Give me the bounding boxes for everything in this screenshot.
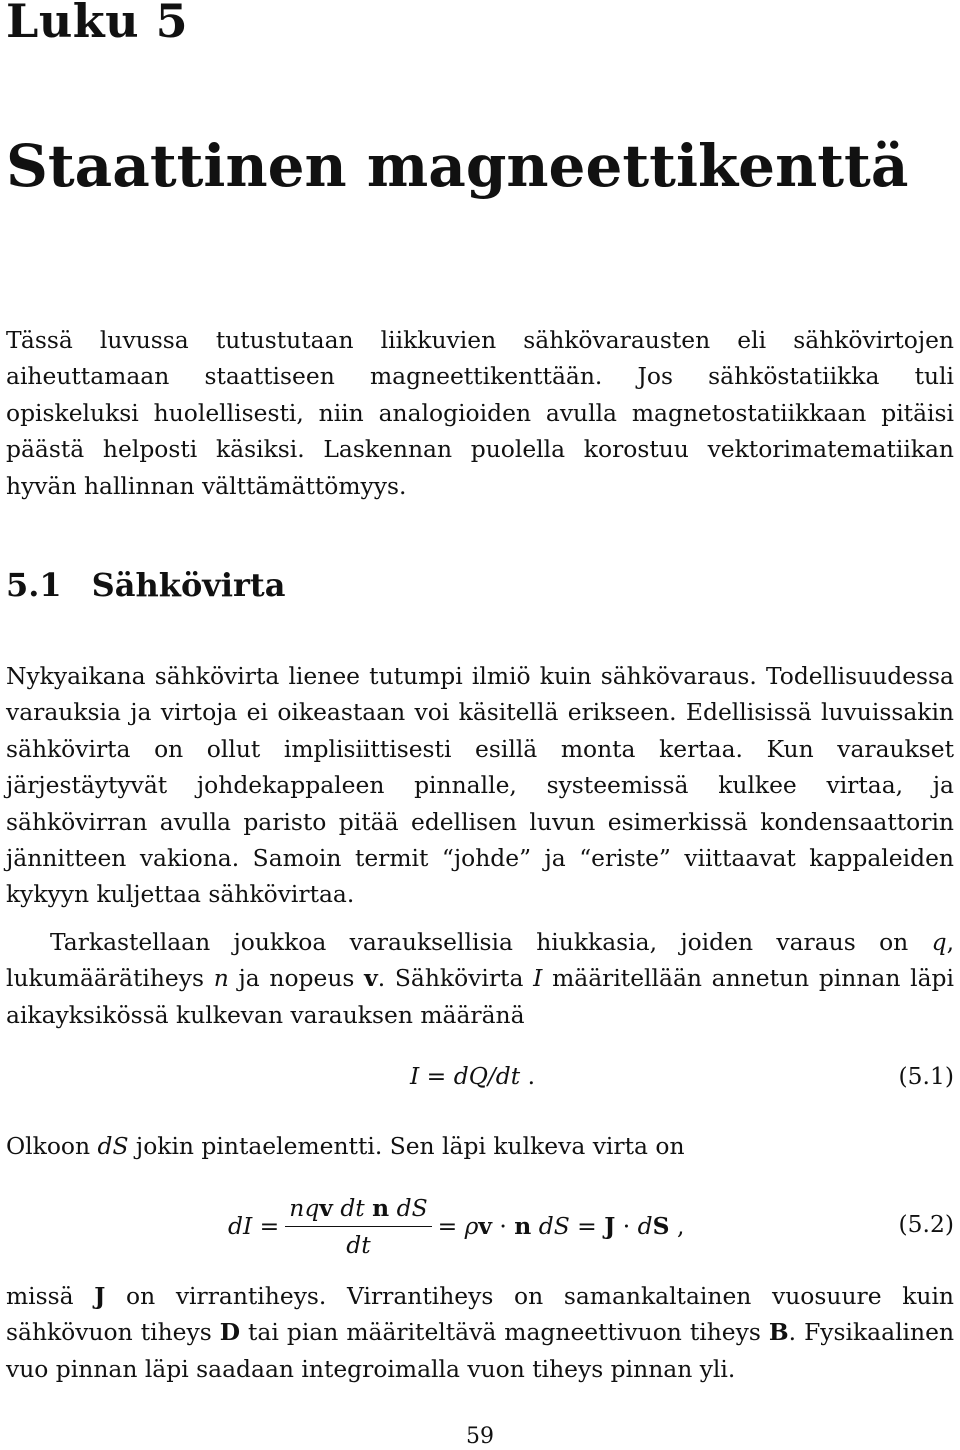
eq-dS: dS	[531, 1212, 570, 1240]
math-symbol-q: q	[931, 928, 947, 956]
eq-dot: ·	[615, 1212, 638, 1240]
math-symbol-dS: dS	[97, 1132, 129, 1160]
math-symbol-I: I	[533, 964, 543, 993]
equation-5-2	[6, 1186, 954, 1266]
paragraph-current-density	[6, 1278, 954, 1387]
eq-n: n	[514, 1212, 532, 1240]
section-title: Sähkövirta	[91, 566, 286, 604]
section-heading	[6, 566, 285, 604]
fraction	[285, 1194, 431, 1259]
equation-body	[228, 1186, 684, 1266]
page-number: 59	[466, 1424, 494, 1449]
text-fragment: määritellään annetun pinnan läpi aikayksikössä kulkevan varauksen määränä	[6, 964, 954, 1029]
equation-number: (5.1)	[898, 1062, 954, 1090]
eq-lhs: I	[410, 1062, 420, 1090]
num-dt: dt	[332, 1193, 373, 1222]
paragraph-electric-current: Nykyaikana sähkövirta lienee tutumpi ilmiö kuin sähkövaraus. Todellisuudessa varauksia ja virtoja ei oikeastaan voi käsitellä erikseen. Edellisissä luvuissakin sähkövirta on ollut implisiittisesti esillä monta kertaa. Kun varaukset järjestäytyvät johdekappaleen pinnalle, systeemissä kulkee virtaa, ja sähkövirran avulla paristo pitää edellisen luvun esimerkissä kondensaattorin jännitteen vakiona. Samoin termit “johde” ja “eriste” viittaavat kappaleiden kykyyn kuljettaa sähkövirtaa.	[6, 662, 954, 909]
text-fragment: . Sähkövirta	[377, 964, 534, 993]
eq-lhs: dI =	[228, 1212, 280, 1240]
text-fragment: tai pian määriteltävä magneettivuon tiheys	[240, 1318, 769, 1347]
text-fragment: on virrantiheys. Virrantiheys on samankaltainen vuosuure kuin sähkövuon tiheys	[6, 1282, 954, 1347]
eq-J: J	[604, 1212, 616, 1240]
equation-number: (5.2)	[898, 1210, 954, 1238]
chapter-label: Luku 5	[6, 0, 189, 48]
text-fragment: Tarkastellaan joukkoa varauksellisia hiukkasia, joiden varaus on	[50, 928, 932, 956]
math-vector-J: J	[94, 1282, 106, 1310]
text-fragment: missä	[6, 1282, 95, 1310]
eq-d: d	[637, 1212, 653, 1240]
eq-rho: = ρ	[437, 1212, 479, 1240]
eq-punct: .	[520, 1062, 536, 1090]
text-fragment: ja nopeus	[228, 964, 365, 993]
paragraph-current-definition	[6, 924, 954, 1033]
equation-body	[410, 1062, 535, 1090]
chapter-title: Staattinen magneettikenttä	[6, 132, 909, 200]
text-fragment: jokin pintaelementti. Sen läpi kulkeva virta on	[128, 1132, 685, 1160]
section-number: 5.1	[6, 566, 62, 604]
fraction-denominator: dt	[346, 1230, 371, 1259]
eq-v: v	[478, 1212, 492, 1240]
eq-punct: ,	[669, 1212, 685, 1240]
text-fragment: Olkoon	[6, 1132, 98, 1160]
fraction-numerator	[285, 1194, 431, 1227]
eq-dot: ·	[491, 1212, 515, 1240]
num-v: v	[319, 1193, 333, 1222]
text-fragment: , lukumäärätiheys	[6, 928, 954, 993]
math-symbol-n: n	[213, 964, 229, 993]
math-vector-D: D	[219, 1318, 241, 1347]
num-n: n	[372, 1193, 390, 1222]
paragraph-surface-element	[6, 1128, 954, 1164]
text-fragment: . Fysikaalinen vuo pinnan läpi saadaan integroimalla vuon tiheys pinnan yli.	[6, 1318, 955, 1383]
eq-rhs: dQ/dt	[453, 1062, 521, 1090]
eq-S: S	[652, 1212, 670, 1240]
eq-sign: =	[569, 1212, 605, 1240]
intro-paragraph: Tässä luvussa tutustutaan liikkuvien sähkövarausten eli sähkövirtojen aiheuttamaan staattiseen magneettikenttään. Jos sähköstatiikka tuli opiskeluksi huolellisesti, niin analogioiden avulla magnetostatiikkaan pitäisi päästä helposti käsiksi. Laskennan puolella korostuu vektorimatematiikan hyvän hallinnan välttämättömyys.	[6, 326, 954, 500]
math-vector-v: v	[364, 964, 378, 993]
num-nq: nq	[289, 1193, 320, 1222]
eq-sign: =	[419, 1062, 454, 1090]
num-dS: dS	[389, 1193, 428, 1222]
math-vector-B: B	[768, 1318, 789, 1347]
